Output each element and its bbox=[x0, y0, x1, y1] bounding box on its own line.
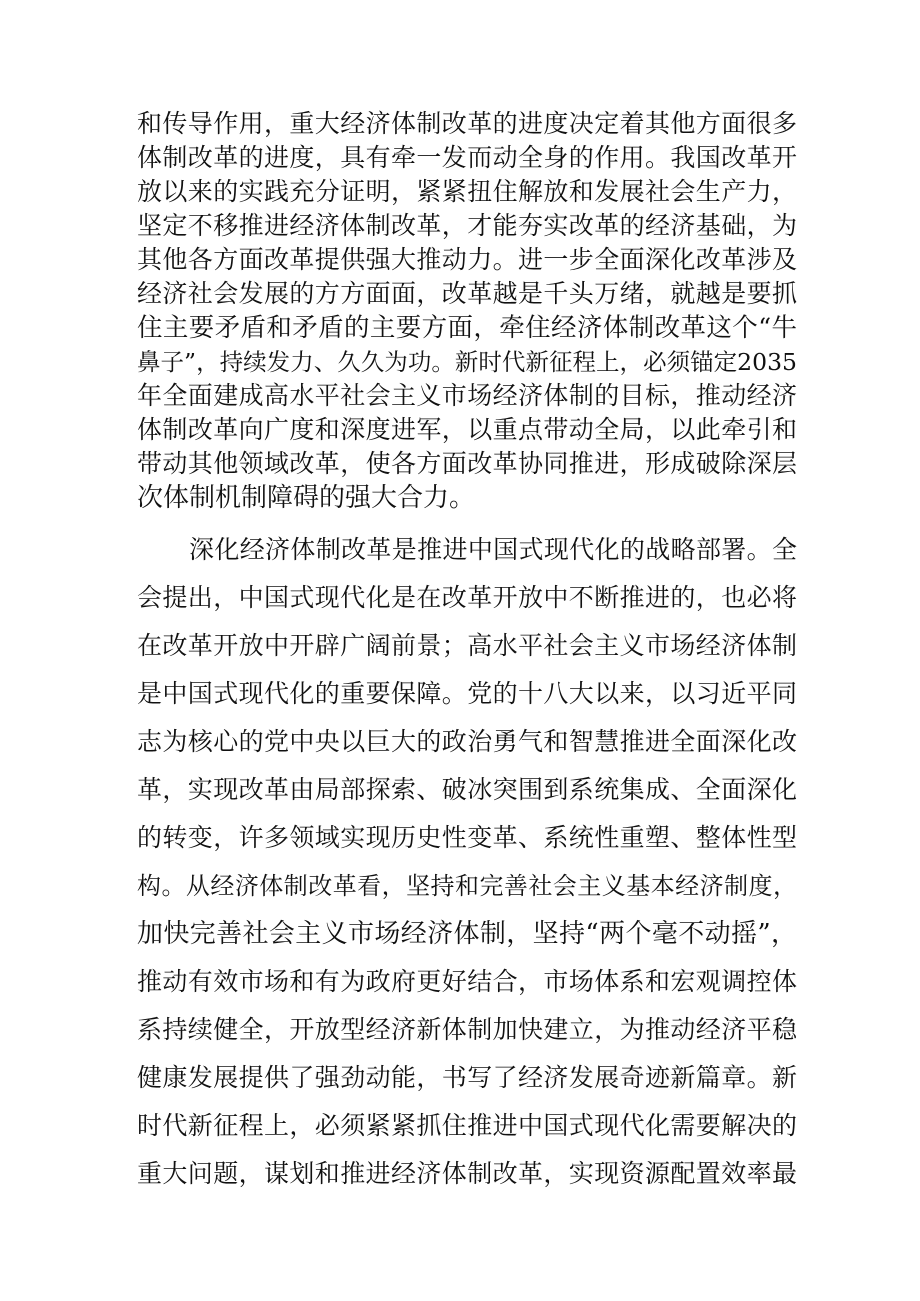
text-line: 革，实现改革由局部探索、破冰突围到系统集成、全面深化 bbox=[137, 775, 797, 804]
text-line: 次体制机制障碍的强大合力。 bbox=[137, 483, 476, 513]
text-line: 和传导作用，重大经济体制改革的进度决定着其他方面很多 bbox=[137, 109, 797, 138]
text-line: 会提出，中国式现代化是在改革开放中不断推进的，也必将 bbox=[137, 583, 797, 612]
text-line: 体制改革向广度和深度进军，以重点带动全局，以此牵引和 bbox=[137, 415, 797, 444]
text-line: 体制改革的进度，具有牵一发而动全身的作用。我国改革开 bbox=[137, 143, 797, 172]
text-line: 时代新征程上，必须紧紧抓住推进中国式现代化需要解决的 bbox=[137, 1111, 797, 1140]
text-line: 坚定不移推进经济体制改革，才能夯实改革的经济基础，为 bbox=[137, 211, 797, 240]
text-line: 经济社会发展的方方面面，改革越是千头万绪，就越是要抓 bbox=[137, 279, 797, 308]
text-line: 加快完善社会主义市场经济体制，坚持“两个毫不动摇”， bbox=[137, 919, 797, 949]
text-line: 志为核心的党中央以巨大的政治勇气和智慧推进全面深化改 bbox=[137, 727, 797, 756]
text-line: 其他各方面改革提供强大推动力。进一步全面深化改革涉及 bbox=[137, 245, 797, 274]
text-line: 的转变，许多领域实现历史性变革、系统性重塑、整体性型 bbox=[137, 823, 797, 852]
text-line: 住主要矛盾和矛盾的主要方面，牵住经济体制改革这个“牛 bbox=[137, 313, 797, 343]
text-line: 深化经济体制改革是推进中国式现代化的战略部署。全 bbox=[189, 535, 797, 564]
text-line: 推动有效市场和有为政府更好结合，市场体系和宏观调控体 bbox=[137, 967, 797, 996]
text-line: 鼻子”，持续发力、久久为功。新时代新征程上，必须锚定2035 bbox=[137, 348, 797, 376]
text-line: 年全面建成高水平社会主义市场经济体制的目标，推动经济 bbox=[137, 381, 797, 410]
text-line: 放以来的实践充分证明，紧紧扭住解放和发展社会生产力， bbox=[137, 177, 797, 206]
text-line: 系持续健全，开放型经济新体制加快建立，为推动经济平稳 bbox=[137, 1015, 797, 1044]
text-line: 构。从经济体制改革看，坚持和完善社会主义基本经济制度， bbox=[137, 872, 797, 900]
text-line: 在改革开放中开辟广阔前景；高水平社会主义市场经济体制 bbox=[137, 631, 797, 660]
text-line: 带动其他领域改革，使各方面改革协同推进，形成破除深层 bbox=[137, 449, 797, 478]
text-line: 健康发展提供了强劲动能，书写了经济发展奇迹新篇章。新 bbox=[137, 1063, 797, 1092]
text-line: 重大问题，谋划和推进经济体制改革，实现资源配置效率最 bbox=[137, 1159, 797, 1188]
text-line: 是中国式现代化的重要保障。党的十八大以来，以习近平同 bbox=[137, 679, 797, 708]
